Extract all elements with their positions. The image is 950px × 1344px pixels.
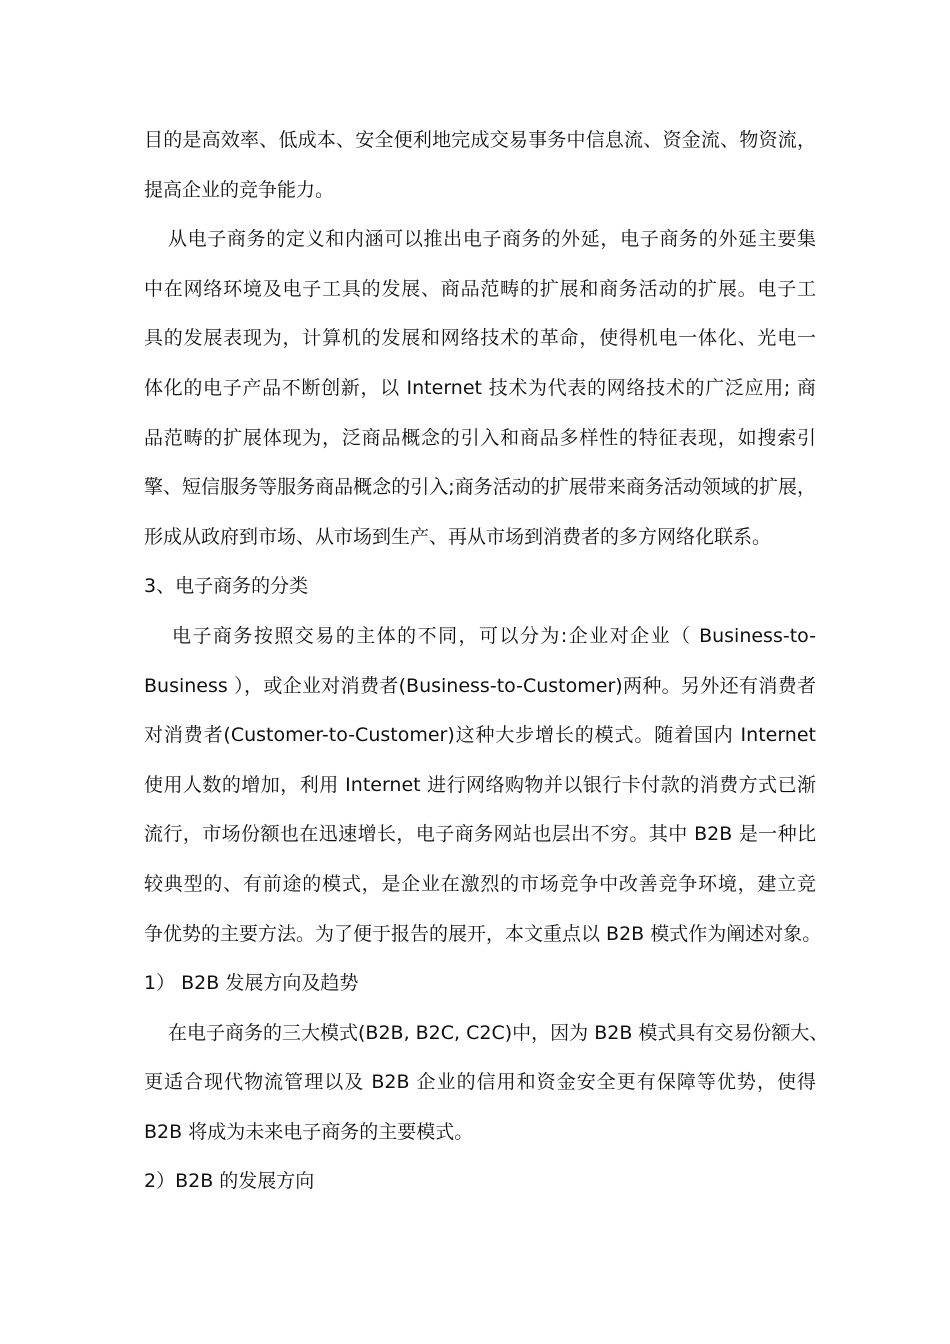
- text-line: Business ），或企业对消费者(Business-to-Customer)两种。另外还有消费者: [144, 674, 816, 697]
- subsection-heading: 1） B2B 发展方向及趋势: [144, 972, 359, 995]
- text-line: 具的发展表现为，计算机的发展和网络技术的革命，使得机电一体化、光电一: [144, 327, 816, 350]
- text-line: 较典型的、有前途的模式，是企业在激烈的市场竞争中改善竞争环境，建立竞: [144, 872, 816, 895]
- text-line: 中在网络环境及电子工具的发展、商品范畴的扩展和商务活动的扩展。电子工: [144, 277, 816, 300]
- paragraph-start-line: 从电子商务的定义和内涵可以推出电子商务的外延，电子商务的外延主要集: [168, 228, 816, 251]
- text-line: 擎、短信服务等服务商品概念的引入;商务活动的扩展带来商务活动领域的扩展，: [144, 476, 816, 499]
- text-line: 对消费者(Customer-to-Customer)这种大步增长的模式。随着国内 Internet: [144, 724, 816, 747]
- text-line: 更适合现代物流管理以及 B2B 企业的信用和资金安全更有保障等优势，使得: [144, 1071, 816, 1094]
- paragraph-start-line: 在电子商务的三大模式(B2B, B2C, C2C)中，因为 B2B 模式具有交易份额大、: [168, 1021, 829, 1044]
- text-line: B2B 将成为未来电子商务的主要模式。: [144, 1120, 474, 1143]
- text-line: 形成从政府到市场、从市场到生产、再从市场到消费者的多方网络化联系。: [144, 525, 772, 548]
- text-line: 提高企业的竞争能力。: [144, 178, 335, 201]
- text-line: 目的是高效率、低成本、安全便利地完成交易事务中信息流、资金流、物资流，: [144, 129, 816, 151]
- paragraph-start-line: 电子商务按照交易的主体的不同，可以分为:企业对企业（ Business-to-: [172, 624, 816, 647]
- document-body: [144, 116, 829, 1207]
- text-line: 体化的电子产品不断创新，以 Internet 技术为代表的网络技术的广泛应用; 商: [144, 376, 816, 399]
- text-line: 流行，市场份额也在迅速增长，电子商务网站也层出不穷。其中 B2B 是一种比: [144, 823, 816, 846]
- subsection-heading: 2）B2B 的发展方向: [144, 1170, 315, 1193]
- text-line: 品范畴的扩展体现为，泛商品概念的引入和商品多样性的特征表现，如搜索引: [144, 426, 816, 449]
- section-heading: 3、电子商务的分类: [144, 575, 309, 598]
- text-line: 争优势的主要方法。为了便于报告的展开，本文重点以 B2B 模式作为阐述对象。: [144, 922, 822, 945]
- text-line: 使用人数的增加，利用 Internet 进行网络购物并以银行卡付款的消费方式已渐: [144, 773, 816, 796]
